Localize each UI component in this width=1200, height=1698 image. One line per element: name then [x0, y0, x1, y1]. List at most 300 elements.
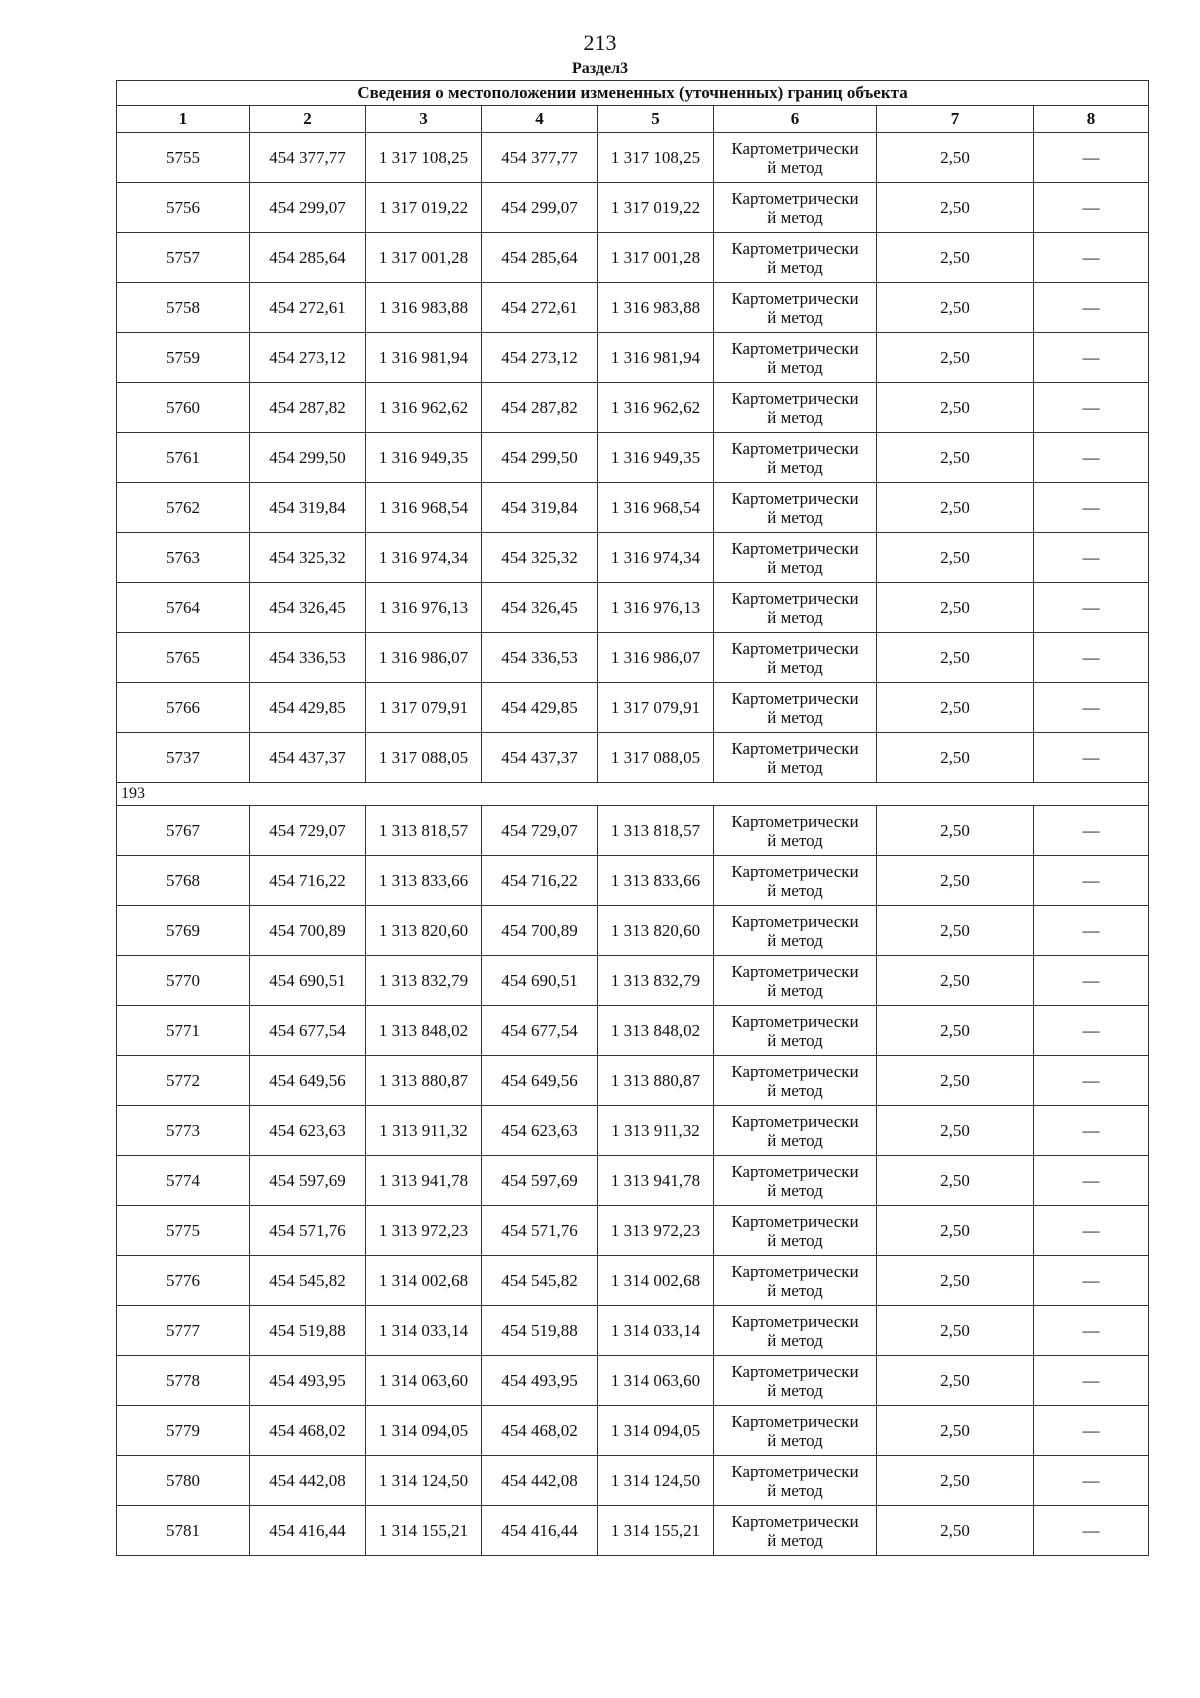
x-new-cell: 454 326,45	[482, 583, 598, 633]
point-number-cell: 5769	[117, 906, 250, 956]
column-number-header: 4	[482, 106, 598, 133]
method-cell	[714, 856, 877, 906]
coordinates-table	[116, 80, 1149, 1556]
x-old-cell: 454 468,02	[250, 1406, 366, 1456]
method-text-line: Картометрически	[731, 488, 859, 508]
y-old-cell: 1 314 124,50	[366, 1456, 482, 1506]
method-text-line: й метод	[767, 1180, 823, 1200]
method-text-line: й метод	[767, 657, 823, 677]
point-number-cell: 5765	[117, 633, 250, 683]
dash-cell: —	[1034, 433, 1149, 483]
table-row	[117, 733, 1149, 783]
table-row	[117, 1006, 1149, 1056]
table-row	[117, 583, 1149, 633]
method-text-line: Картометрически	[731, 911, 859, 931]
x-new-cell: 454 285,64	[482, 233, 598, 283]
method-text-line: Картометрически	[731, 1211, 859, 1231]
method-text-line: й метод	[767, 357, 823, 377]
method-text-line: Картометрически	[731, 638, 859, 658]
y-old-cell: 1 314 033,14	[366, 1306, 482, 1356]
x-new-cell: 454 677,54	[482, 1006, 598, 1056]
y-old-cell: 1 316 949,35	[366, 433, 482, 483]
x-new-cell: 454 273,12	[482, 333, 598, 383]
y-new-cell: 1 316 981,94	[598, 333, 714, 383]
column-number-header: 1	[117, 106, 250, 133]
column-number-row	[117, 106, 1149, 133]
x-old-cell: 454 677,54	[250, 1006, 366, 1056]
table-row	[117, 1056, 1149, 1106]
table-row	[117, 183, 1149, 233]
table-row	[117, 1356, 1149, 1406]
y-new-cell: 1 313 911,32	[598, 1106, 714, 1156]
column-number-header: 5	[598, 106, 714, 133]
method-text-line: Картометрически	[731, 438, 859, 458]
y-old-cell: 1 314 002,68	[366, 1256, 482, 1306]
y-old-cell: 1 314 094,05	[366, 1406, 482, 1456]
precision-cell: 2,50	[877, 533, 1034, 583]
method-cell	[714, 533, 877, 583]
group-label: 193	[117, 783, 1149, 806]
point-number-cell: 5758	[117, 283, 250, 333]
method-text-line: Картометрически	[731, 1461, 859, 1481]
y-new-cell: 1 314 063,60	[598, 1356, 714, 1406]
precision-cell: 2,50	[877, 633, 1034, 683]
x-new-cell: 454 437,37	[482, 733, 598, 783]
method-text-line: Картометрически	[731, 1411, 859, 1431]
x-old-cell: 454 319,84	[250, 483, 366, 533]
method-text-line: Картометрически	[731, 1111, 859, 1131]
dash-cell: —	[1034, 1006, 1149, 1056]
x-old-cell: 454 416,44	[250, 1506, 366, 1556]
x-new-cell: 454 729,07	[482, 806, 598, 856]
x-old-cell: 454 545,82	[250, 1256, 366, 1306]
x-new-cell: 454 468,02	[482, 1406, 598, 1456]
precision-cell: 2,50	[877, 433, 1034, 483]
y-old-cell: 1 314 155,21	[366, 1506, 482, 1556]
table-row	[117, 1106, 1149, 1156]
y-new-cell: 1 316 968,54	[598, 483, 714, 533]
y-old-cell: 1 316 986,07	[366, 633, 482, 683]
dash-cell: —	[1034, 806, 1149, 856]
method-text-line: й метод	[767, 707, 823, 727]
method-cell	[714, 1406, 877, 1456]
method-cell	[714, 1056, 877, 1106]
y-old-cell: 1 316 981,94	[366, 333, 482, 383]
x-old-cell: 454 299,07	[250, 183, 366, 233]
point-number-cell: 5767	[117, 806, 250, 856]
x-new-cell: 454 700,89	[482, 906, 598, 956]
precision-cell: 2,50	[877, 1006, 1034, 1056]
table-row	[117, 483, 1149, 533]
dash-cell: —	[1034, 1356, 1149, 1406]
precision-cell: 2,50	[877, 1106, 1034, 1156]
precision-cell: 2,50	[877, 1056, 1034, 1106]
x-old-cell: 454 377,77	[250, 133, 366, 183]
point-number-cell: 5776	[117, 1256, 250, 1306]
y-old-cell: 1 316 962,62	[366, 383, 482, 433]
dash-cell: —	[1034, 1056, 1149, 1106]
method-text-line: й метод	[767, 607, 823, 627]
point-number-cell: 5737	[117, 733, 250, 783]
point-number-cell: 5759	[117, 333, 250, 383]
method-cell	[714, 733, 877, 783]
method-text-line: Картометрически	[731, 1261, 859, 1281]
y-old-cell: 1 313 972,23	[366, 1206, 482, 1256]
y-old-cell: 1 317 108,25	[366, 133, 482, 183]
point-number-cell: 5756	[117, 183, 250, 233]
y-new-cell: 1 316 976,13	[598, 583, 714, 633]
dash-cell: —	[1034, 1106, 1149, 1156]
x-old-cell: 454 429,85	[250, 683, 366, 733]
method-cell	[714, 383, 877, 433]
method-text-line: й метод	[767, 1530, 823, 1550]
point-number-cell: 5760	[117, 383, 250, 433]
method-cell	[714, 233, 877, 283]
method-text-line: й метод	[767, 1230, 823, 1250]
dash-cell: —	[1034, 533, 1149, 583]
y-new-cell: 1 316 986,07	[598, 633, 714, 683]
point-number-cell: 5757	[117, 233, 250, 283]
dash-cell: —	[1034, 1506, 1149, 1556]
method-text-line: й метод	[767, 557, 823, 577]
precision-cell: 2,50	[877, 1506, 1034, 1556]
table-row	[117, 1506, 1149, 1556]
y-new-cell: 1 316 962,62	[598, 383, 714, 433]
method-text-line: й метод	[767, 830, 823, 850]
method-text-line: й метод	[767, 980, 823, 1000]
x-new-cell: 454 299,07	[482, 183, 598, 233]
table-row	[117, 533, 1149, 583]
x-new-cell: 454 649,56	[482, 1056, 598, 1106]
x-old-cell: 454 649,56	[250, 1056, 366, 1106]
table-row	[117, 433, 1149, 483]
table-row	[117, 333, 1149, 383]
method-cell	[714, 183, 877, 233]
precision-cell: 2,50	[877, 383, 1034, 433]
method-text-line: й метод	[767, 207, 823, 227]
method-cell	[714, 1206, 877, 1256]
table-row	[117, 906, 1149, 956]
y-new-cell: 1 313 972,23	[598, 1206, 714, 1256]
dash-cell: —	[1034, 683, 1149, 733]
y-old-cell: 1 316 983,88	[366, 283, 482, 333]
precision-cell: 2,50	[877, 333, 1034, 383]
point-number-cell: 5761	[117, 433, 250, 483]
method-text-line: й метод	[767, 1130, 823, 1150]
method-cell	[714, 1156, 877, 1206]
precision-cell: 2,50	[877, 906, 1034, 956]
method-text-line: Картометрически	[731, 861, 859, 881]
point-number-cell: 5779	[117, 1406, 250, 1456]
precision-cell: 2,50	[877, 1306, 1034, 1356]
x-old-cell: 454 729,07	[250, 806, 366, 856]
method-text-line: Картометрически	[731, 811, 859, 831]
point-number-cell: 5764	[117, 583, 250, 633]
dash-cell: —	[1034, 1306, 1149, 1356]
y-old-cell: 1 317 088,05	[366, 733, 482, 783]
method-cell	[714, 1256, 877, 1306]
method-text-line: й метод	[767, 157, 823, 177]
point-number-cell: 5768	[117, 856, 250, 906]
point-number-cell: 5772	[117, 1056, 250, 1106]
method-text-line: й метод	[767, 307, 823, 327]
x-old-cell: 454 336,53	[250, 633, 366, 683]
column-number-header: 7	[877, 106, 1034, 133]
x-new-cell: 454 287,82	[482, 383, 598, 433]
y-new-cell: 1 317 001,28	[598, 233, 714, 283]
x-old-cell: 454 493,95	[250, 1356, 366, 1406]
method-cell	[714, 133, 877, 183]
precision-cell: 2,50	[877, 956, 1034, 1006]
method-cell	[714, 633, 877, 683]
method-text-line: Картометрически	[731, 238, 859, 258]
dash-cell: —	[1034, 383, 1149, 433]
method-cell	[714, 1356, 877, 1406]
method-text-line: й метод	[767, 1280, 823, 1300]
method-text-line: й метод	[767, 930, 823, 950]
y-old-cell: 1 317 001,28	[366, 233, 482, 283]
y-new-cell: 1 313 832,79	[598, 956, 714, 1006]
dash-cell: —	[1034, 956, 1149, 1006]
precision-cell: 2,50	[877, 1356, 1034, 1406]
precision-cell: 2,50	[877, 1406, 1034, 1456]
y-new-cell: 1 313 880,87	[598, 1056, 714, 1106]
x-old-cell: 454 272,61	[250, 283, 366, 333]
x-new-cell: 454 299,50	[482, 433, 598, 483]
precision-cell: 2,50	[877, 1456, 1034, 1506]
x-old-cell: 454 285,64	[250, 233, 366, 283]
y-new-cell: 1 314 124,50	[598, 1456, 714, 1506]
x-new-cell: 454 690,51	[482, 956, 598, 1006]
y-new-cell: 1 317 108,25	[598, 133, 714, 183]
y-new-cell: 1 313 941,78	[598, 1156, 714, 1206]
dash-cell: —	[1034, 283, 1149, 333]
x-new-cell: 454 377,77	[482, 133, 598, 183]
precision-cell: 2,50	[877, 683, 1034, 733]
method-text-line: й метод	[767, 457, 823, 477]
x-new-cell: 454 336,53	[482, 633, 598, 683]
table-row	[117, 633, 1149, 683]
method-text-line: й метод	[767, 1080, 823, 1100]
method-text-line: й метод	[767, 880, 823, 900]
table-row	[117, 1156, 1149, 1206]
y-new-cell: 1 316 983,88	[598, 283, 714, 333]
y-old-cell: 1 313 848,02	[366, 1006, 482, 1056]
method-text-line: Картометрически	[731, 588, 859, 608]
method-cell	[714, 1006, 877, 1056]
table-row	[117, 383, 1149, 433]
method-text-line: Картометрически	[731, 388, 859, 408]
y-new-cell: 1 313 848,02	[598, 1006, 714, 1056]
x-old-cell: 454 273,12	[250, 333, 366, 383]
method-text-line: й метод	[767, 1430, 823, 1450]
y-new-cell: 1 314 002,68	[598, 1256, 714, 1306]
method-text-line: Картометрически	[731, 1311, 859, 1331]
y-old-cell: 1 316 974,34	[366, 533, 482, 583]
y-old-cell: 1 314 063,60	[366, 1356, 482, 1406]
y-new-cell: 1 314 155,21	[598, 1506, 714, 1556]
page-number: 213	[583, 30, 617, 55]
method-text-line: й метод	[767, 1330, 823, 1350]
table-row	[117, 233, 1149, 283]
precision-cell: 2,50	[877, 1206, 1034, 1256]
y-old-cell: 1 317 079,91	[366, 683, 482, 733]
point-number-cell: 5780	[117, 1456, 250, 1506]
table-row	[117, 1206, 1149, 1256]
x-new-cell: 454 272,61	[482, 283, 598, 333]
method-text-line: Картометрически	[731, 1511, 859, 1531]
precision-cell: 2,50	[877, 483, 1034, 533]
method-text-line: Картометрически	[731, 1361, 859, 1381]
y-old-cell: 1 316 976,13	[366, 583, 482, 633]
dash-cell: —	[1034, 583, 1149, 633]
x-new-cell: 454 442,08	[482, 1456, 598, 1506]
point-number-cell: 5763	[117, 533, 250, 583]
y-old-cell: 1 313 820,60	[366, 906, 482, 956]
table-row	[117, 956, 1149, 1006]
method-cell	[714, 283, 877, 333]
table-caption: Сведения о местоположении измененных (уточненных) границ объекта	[117, 81, 1149, 106]
point-number-cell: 5770	[117, 956, 250, 1006]
table-row	[117, 1456, 1149, 1506]
y-old-cell: 1 316 968,54	[366, 483, 482, 533]
method-text-line: й метод	[767, 507, 823, 527]
precision-cell: 2,50	[877, 806, 1034, 856]
x-old-cell: 454 623,63	[250, 1106, 366, 1156]
x-old-cell: 454 690,51	[250, 956, 366, 1006]
method-text-line: Картометрически	[731, 538, 859, 558]
x-old-cell: 454 299,50	[250, 433, 366, 483]
x-new-cell: 454 319,84	[482, 483, 598, 533]
point-number-cell: 5777	[117, 1306, 250, 1356]
table-row	[117, 683, 1149, 733]
method-cell	[714, 333, 877, 383]
method-text-line: й метод	[767, 1380, 823, 1400]
dash-cell: —	[1034, 333, 1149, 383]
table-row	[117, 1306, 1149, 1356]
column-number-header: 3	[366, 106, 482, 133]
x-new-cell: 454 429,85	[482, 683, 598, 733]
x-old-cell: 454 326,45	[250, 583, 366, 633]
precision-cell: 2,50	[877, 1256, 1034, 1306]
method-text-line: Картометрически	[731, 688, 859, 708]
x-new-cell: 454 493,95	[482, 1356, 598, 1406]
y-new-cell: 1 316 974,34	[598, 533, 714, 583]
method-cell	[714, 683, 877, 733]
point-number-cell: 5755	[117, 133, 250, 183]
y-old-cell: 1 313 911,32	[366, 1106, 482, 1156]
dash-cell: —	[1034, 856, 1149, 906]
point-number-cell: 5771	[117, 1006, 250, 1056]
x-old-cell: 454 571,76	[250, 1206, 366, 1256]
method-text-line: Картометрически	[731, 288, 859, 308]
y-old-cell: 1 317 019,22	[366, 183, 482, 233]
y-new-cell: 1 316 949,35	[598, 433, 714, 483]
method-text-line: Картометрически	[731, 1161, 859, 1181]
precision-cell: 2,50	[877, 733, 1034, 783]
dash-cell: —	[1034, 906, 1149, 956]
y-new-cell: 1 314 094,05	[598, 1406, 714, 1456]
precision-cell: 2,50	[877, 283, 1034, 333]
y-old-cell: 1 313 880,87	[366, 1056, 482, 1106]
y-old-cell: 1 313 833,66	[366, 856, 482, 906]
precision-cell: 2,50	[877, 183, 1034, 233]
method-text-line: Картометрически	[731, 961, 859, 981]
point-number-cell: 5774	[117, 1156, 250, 1206]
column-number-header: 6	[714, 106, 877, 133]
table-row	[117, 283, 1149, 333]
table-caption-row	[117, 81, 1149, 106]
x-new-cell: 454 597,69	[482, 1156, 598, 1206]
x-old-cell: 454 597,69	[250, 1156, 366, 1206]
method-cell	[714, 1456, 877, 1506]
method-text-line: Картометрически	[731, 188, 859, 208]
method-cell	[714, 1106, 877, 1156]
dash-cell: —	[1034, 1456, 1149, 1506]
point-number-cell: 5778	[117, 1356, 250, 1406]
x-new-cell: 454 545,82	[482, 1256, 598, 1306]
dash-cell: —	[1034, 133, 1149, 183]
dash-cell: —	[1034, 483, 1149, 533]
y-new-cell: 1 313 820,60	[598, 906, 714, 956]
precision-cell: 2,50	[877, 583, 1034, 633]
x-old-cell: 454 716,22	[250, 856, 366, 906]
table-row	[117, 806, 1149, 856]
x-new-cell: 454 623,63	[482, 1106, 598, 1156]
y-new-cell: 1 317 079,91	[598, 683, 714, 733]
point-number-cell: 5773	[117, 1106, 250, 1156]
method-text-line: й метод	[767, 757, 823, 777]
group-row	[117, 783, 1149, 806]
y-old-cell: 1 313 832,79	[366, 956, 482, 1006]
precision-cell: 2,50	[877, 1156, 1034, 1206]
x-old-cell: 454 700,89	[250, 906, 366, 956]
dash-cell: —	[1034, 1206, 1149, 1256]
table-row	[117, 1406, 1149, 1456]
x-old-cell: 454 442,08	[250, 1456, 366, 1506]
dash-cell: —	[1034, 183, 1149, 233]
point-number-cell: 5781	[117, 1506, 250, 1556]
dash-cell: —	[1034, 1406, 1149, 1456]
method-text-line: й метод	[767, 407, 823, 427]
method-cell	[714, 583, 877, 633]
dash-cell: —	[1034, 233, 1149, 283]
y-new-cell: 1 313 833,66	[598, 856, 714, 906]
method-text-line: й метод	[767, 1480, 823, 1500]
point-number-cell: 5775	[117, 1206, 250, 1256]
dash-cell: —	[1034, 1156, 1149, 1206]
table-row	[117, 856, 1149, 906]
x-old-cell: 454 325,32	[250, 533, 366, 583]
method-cell	[714, 956, 877, 1006]
method-text-line: Картометрически	[731, 738, 859, 758]
x-new-cell: 454 325,32	[482, 533, 598, 583]
x-new-cell: 454 416,44	[482, 1506, 598, 1556]
method-cell	[714, 806, 877, 856]
method-cell	[714, 433, 877, 483]
table-body	[117, 133, 1149, 1556]
y-new-cell: 1 314 033,14	[598, 1306, 714, 1356]
method-cell	[714, 906, 877, 956]
x-old-cell: 454 437,37	[250, 733, 366, 783]
method-text-line: Картометрически	[731, 138, 859, 158]
section-title: Раздел3	[571, 60, 629, 77]
column-number-header: 2	[250, 106, 366, 133]
table-row	[117, 133, 1149, 183]
method-cell	[714, 1506, 877, 1556]
x-new-cell: 454 571,76	[482, 1206, 598, 1256]
precision-cell: 2,50	[877, 856, 1034, 906]
